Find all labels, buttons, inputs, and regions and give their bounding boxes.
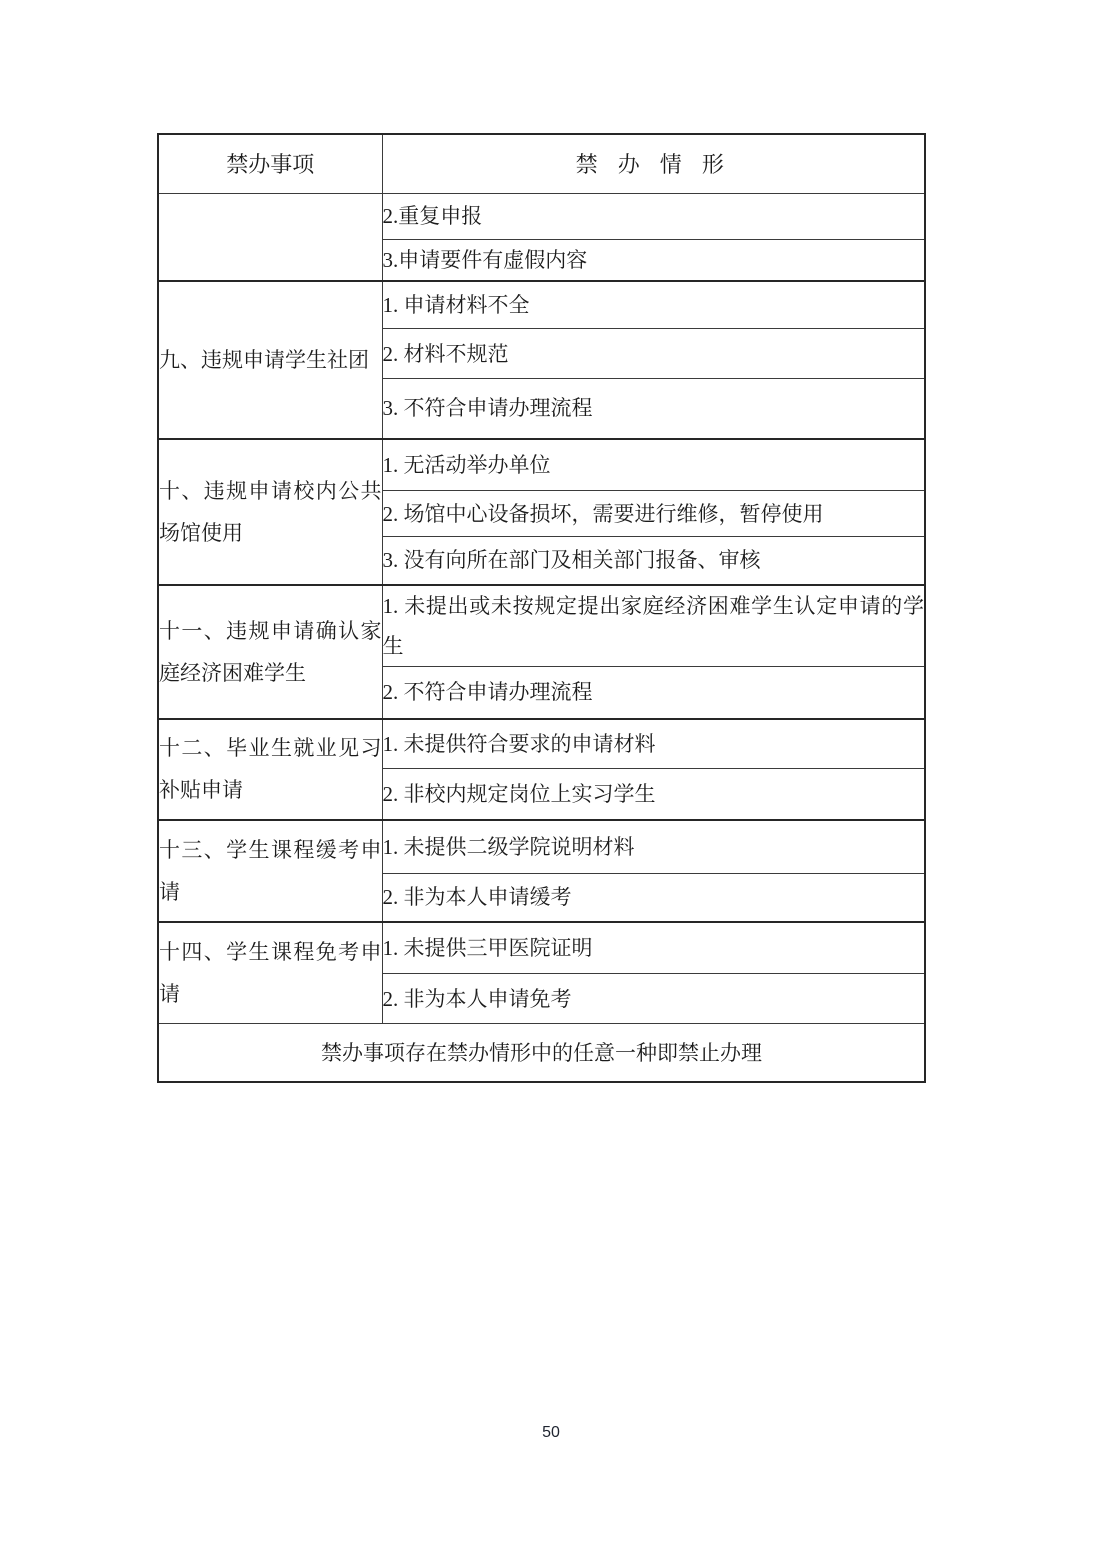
case-cell: 2. 非校内规定岗位上实习学生 [382,769,925,820]
item-cell: 十三、学生课程缓考申请 [158,820,382,922]
case-cell: 1. 未提出或未按规定提出家庭经济困难学生认定申请的学生 [382,585,925,667]
case-cell: 2. 非为本人申请缓考 [382,874,925,922]
case-cell: 2. 非为本人申请免考 [382,974,925,1024]
page-number: 50 [542,1424,560,1441]
case-cell: 1. 未提供三甲医院证明 [382,922,925,974]
case-cell: 1. 申请材料不全 [382,281,925,329]
item-cell: 十一、违规申请确认家庭经济困难学生 [158,585,382,719]
prohibited-matters-table [157,133,926,1083]
case-cell: 3. 不符合申请办理流程 [382,379,925,439]
table-footer-note: 禁办事项存在禁办情形中的任意一种即禁止办理 [158,1024,925,1082]
case-cell: 2.重复申报 [382,193,925,239]
col-header-item: 禁办事项 [158,134,382,193]
item-cell [158,193,382,281]
case-cell: 3. 没有向所在部门及相关部门报备、审核 [382,537,925,585]
case-cell: 3.申请要件有虚假内容 [382,239,925,281]
item-cell: 十四、学生课程免考申请 [158,922,382,1024]
item-cell: 十、违规申请校内公共场馆使用 [158,439,382,585]
case-cell: 2. 不符合申请办理流程 [382,667,925,719]
item-cell: 十二、毕业生就业见习补贴申请 [158,719,382,820]
case-cell: 2. 材料不规范 [382,329,925,379]
col-header-case: 禁 办 情 形 [382,134,925,193]
case-cell: 1. 未提供符合要求的申请材料 [382,719,925,769]
case-cell: 1. 未提供二级学院说明材料 [382,820,925,874]
case-cell: 2. 场馆中心设备损坏，需要进行维修，暂停使用 [382,491,925,537]
item-cell: 九、违规申请学生社团 [158,281,382,439]
case-cell: 1. 无活动举办单位 [382,439,925,491]
